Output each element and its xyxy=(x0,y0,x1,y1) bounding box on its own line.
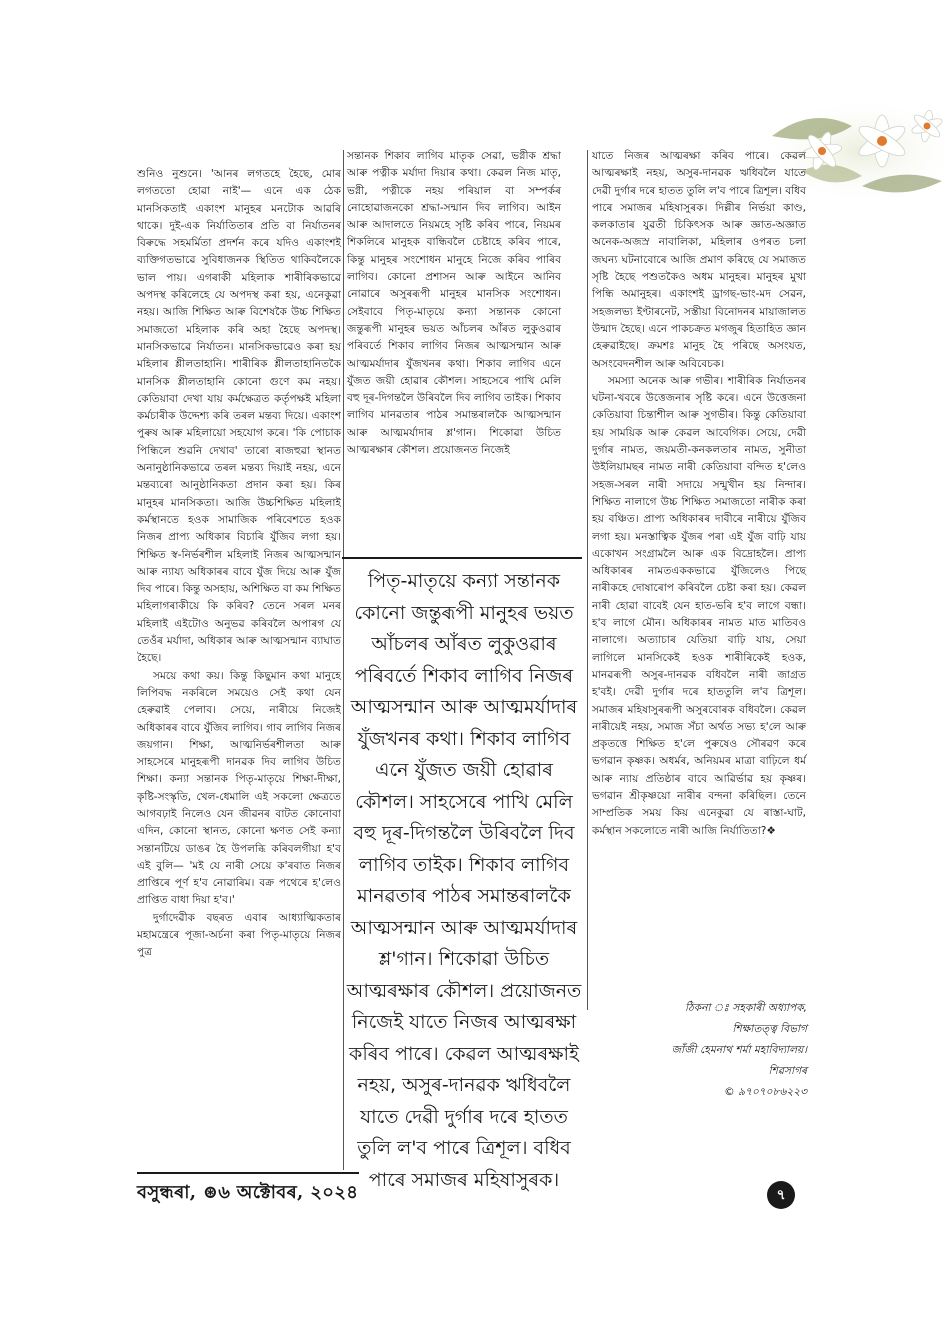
footer-divider xyxy=(137,1172,359,1174)
paragraph: সন্তানক শিকাব লাগিব মাতৃক সেৱা, ভগ্নীক শ্ৰদ্ধা আৰু পত্নীক মৰ্যাদা দিয়াৰ কথা। কেৱল নিজ মাতৃ, ভগ্নী, পত্নীকে নহয় পৰিয়াল বা সম্পৰ্কৰ নোহোৱাজনকো শ্ৰদ্ধা-সন্মান দিব লাগিব। আইন আৰু আদালতে নিয়মহে সৃষ্টি কৰিব পাৰে, নিয়মৰ শিকলিৰে মানুহক বান্ধিবলৈ চেষ্টাহে কৰিব পাৰে, কিন্তু মানুহৰ সংশোধন মানুহে নিজে কৰিব পাৰিব লাগিব। কোনো প্ৰশাসন আৰু আইনে আনিব নোৱাৰে অসুৰৰূপী মানুহৰ মানসিক সংশোধন। সেইবাবে পিতৃ-মাতৃয়ে কন্যা সন্তানক কোনো জন্তুৰূপী মানুহৰ ভয়ত আঁচলৰ আঁৰত লুকুওৱাৰ পৰিবৰ্তে শিকাব লাগিব নিজৰ আত্মসন্মান আৰু আত্মমৰ্যাদাৰ যুঁজখনৰ কথা। শিকাব লাগিব এনে যুঁজত জয়ী হোৱাৰ কৌশল। সাহসেৰে পাখি মেলি বহু দূৰ-দিগন্তলৈ উৰিবলৈ দিব লাগিব তাইক। শিকাব লাগিব মানৱতাৰ পাঠৰ সমান্তৰালকৈ আত্মসন্মান আৰু আত্মমৰ্যাদাৰ শ্ল'গান। শিকোৱা উচিত আত্মৰক্ষাৰ কৌশল। প্ৰয়োজনত নিজেই xyxy=(347,150,561,457)
page-number-badge: ৭ xyxy=(767,1181,795,1209)
column-divider xyxy=(343,150,344,1170)
article-column-1 xyxy=(137,166,341,1171)
column-divider xyxy=(587,150,588,1010)
paragraph: শুনিও নুশুনে। 'আনৰ লগতহে হৈছে, মোৰ লগততো হোৱা নাই'— এনে এক ঠেক মানসিকতাই একাংশ মানুহৰ মনটোক আৱৰি থাকে। দুই-এক নিৰ্যাতিতাৰ প্ৰতি বা নিৰ্যাতনৰ বিৰুদ্ধে সহমৰ্মিতা প্ৰদৰ্শন কৰে যদিও একাংশই ব্যক্তিগতভাৱে সুবিধাজনক স্থিতিত থাকিবলৈকে ভাল পায়। এগৰাকী মহিলাক শাৰীৰিকভাৱে অপদস্থ কৰিলেহে যে অপদস্থ কৰা হয়, এনেকুৱা নহয়। আজি শিক্ষিত আৰু বিশেষকৈ উচ্চ শিক্ষিত সমাজতো মহিলাক কৰি অহা হৈছে অপদস্থ। মানসিকভাৱে নিৰ্যাতন। মানসিকভাৱেও কৰা হয় মহিলাৰ শ্লীলতাহানি। শাৰীৰিক শ্লীলতাহানিতকৈ মানসিক শ্লীলতাহানি কোনো গুণে কম নহয়। কেতিয়াবা দেখা যায় কৰ্মক্ষেত্ৰত কৰ্তৃপক্ষই মহিলা কৰ্মচাৰীক উদ্দেশ্য কৰি তৰল মন্তব্য দিয়ে। একাংশ পুৰুষ আৰু মহিলায়ো সহযোগ কৰে। 'কি পোচাক পিন্ধিলে শুৱনি দেখাব' তাৰো ৰাজহুৱা স্থানত অনানুষ্ঠানিকভাৱে তৰল মন্তব্য দিয়াই নহয়, এনে মন্তব্যৰো আনুষ্ঠানিকতা প্ৰদান কৰা হয়। কিৰ মানুহৰ মানসিকতা। আজি উচ্চশিক্ষিত মহিলাই কৰ্মস্থানতে হওক সামাজিক পৰিবেশতে হওক নিজৰ প্ৰাপ্য অধিকাৰ বিচাৰি যুঁজিব লগা হয়। শিক্ষিত স্ব-নিৰ্ভৰশীল মহিলাই নিজৰ আত্মসন্মান আৰু ন্যায্য অধিকাৰৰ বাবে যুঁজ দিয়ে আৰু যুঁজ দিব পাৰে। কিন্তু অসহায়, অশিক্ষিত বা কম শিক্ষিত মহিলাগৰাকীয়ে কি কৰিব? তেনে সৰল মনৰ মহিলাই এইটোও অনুভৱ কৰিবলৈ অপাৰগ যে তেওঁৰ মৰ্যাদা, অধিকাৰ আৰু আত্মসন্মান ব্যাঘাত হৈছে। xyxy=(137,168,341,665)
paragraph: দুৰ্গাদেৱীক বছৰত এবাৰ আধ্যাত্মিকতাৰ মহামন্ত্ৰেৰে পূজা-অৰ্চনা কৰা পিতৃ-মাতৃয়ে নিজৰ পুত্ৰ xyxy=(137,911,341,959)
paragraph: যাতে নিজৰ আত্মৰক্ষা কৰিব পাৰে। কেৱল আত্মৰক্ষাই নহয়, অসুৰ-দানৱক ঋধিবলৈ যাতে দেৱী দুৰ্গাৰ দৰে হাতত তুলি ল'ব পাৰে ত্ৰিশূল। বধিব পাৰে সমাজৰ মহিষাসুৰক। দিল্লীৰ নিৰ্ভয়া কাণ্ড, কলকাতাৰ যুৱতী চিকিৎসক আৰু জ্ঞাত-অজ্ঞাত অনেক-অজস্ৰ নাবালিকা, মহিলাৰ ওপৰত চলা জঘন্য ঘটনাবোৰে আজি প্ৰমাণ কৰিছে যে সমাজত সৃষ্টি হৈছে পশুতকৈও অধম মানুহৰ। মানুহৰ মুখা পিন্ধি অমানুহৰ। একাংশই ড্ৰাগছ-ভাং-মদ সেৱন, সহজলভ্য ইণ্টাৰনেট, সস্তীয়া বিনোদনৰ মায়াজালত উন্মাদ হৈছে। এনে পাকচক্ৰত মগজুৰ হিতাহিত জ্ঞান হেৰুৱাইছে। ক্ৰমশঃ মানুহ হৈ পৰিছে অসংযত, অসংবেদনশীল আৰু অবিবেচক। xyxy=(592,150,806,370)
address-line: ঠিকনা ঃ সহকাৰী অধ্যাপক, xyxy=(684,1002,807,1014)
footer-publication-date: বসুন্ধৰা, ⊛৬ অক্টোবৰ, ২০২৪ xyxy=(137,1182,359,1203)
paragraph: সমস্যা অনেক আৰু গভীৰ। শাৰীৰিক নিৰ্যাতনৰ ঘটনা-খবৰে উত্তেজনাৰ সৃষ্টি কৰে। এনে উত্তেজনা কেতিয়াবা চিন্তাশীল আৰু সুগভীৰ। কিন্তু কেতিয়াবা হয় সাময়িক আৰু কেৱল আবেগিক। সেয়ে, দেৱী দুৰ্গাৰ নামত, জয়মতী-কনকলতাৰ নামত, সুনীতা উইলিয়ামছৰ নামত নাৰী কেতিয়াবা বন্দিত হ'লেও সহজ-সৰল নাৰী সদায়ে সন্মুখীন হয় নিন্দাৰ। শিক্ষিত নালাগে উচ্চ শিক্ষিত সমাজতো নাৰীক কৰা হয় বঞ্চিত। প্ৰাপ্য অধিকাৰৰ দাবীৰে নাৰীয়ে যুঁজিব লগা হয়। মনস্তাত্বিক যুঁজৰ পৰা এই যুঁজ বাঢ়ি যায় একোখন সংগ্ৰামলৈ আৰু এক বিদ্ৰোহলৈ। প্ৰাপ্য অধিকাৰৰ নামতএককভাৱে যুঁজিলেও পিছে নাৰীকহে দোষাৰোপ কৰিবলৈ চেষ্টা কৰা হয়। কেৱল নাৰী হোৱা বাবেই যেন হাত-ভৰি হ'ব লাগে বন্ধা। হ'ব লাগে মৌন। অধিকাৰৰ নামত মাত মাতিবও নালাগে। অত্যাচাৰ যেতিয়া বাঢ়ি যায়, সেয়া লাগিলে মানসিকেই হওক শাৰীৰিকেই হওক, মানৱৰূপী অসুৰ-দানৱক বধিবলৈ নাৰী জাগ্ৰত হ'বই। দেৱী দুৰ্গাৰ দৰে হাততুলি ল'ব ত্ৰিশূল। সমাজৰ মহিষাসুৰৰূপী অসুৰবোৰক বধিবলৈ। কেৱল নাৰীয়েই নহয়, সমাজ সঁচা অৰ্থত সভ্য হ'লে আৰু প্ৰকৃতত্তে শিক্ষিত হ'লে পুৰুষেও সৌৰৱণ কৰে ভগৱান কৃষ্ণক। অধৰ্মৰ, অনিয়মৰ মাত্ৰা বাঢ়িলে ধৰ্ম আৰু ন্যায় প্ৰতিষ্ঠাৰ বাবে আৱিৰ্ভাৱ হয় কৃষ্ণৰ। ভগৱান শ্ৰীকৃষ্ণয়ো নাৰীৰ বন্দনা কৰিছিল। তেনে সাম্প্ৰতিক সময় কিয় এনেকুৱা যে ৰাস্তা-ঘাট, কৰ্মস্থান সকলোতে নাৰী আজি নিৰ্যাতিতা?❖ xyxy=(592,374,806,837)
pull-quote: পিতৃ-মাতৃয়ে কন্যা সন্তানক কোনো জন্তুৰূপী মানুহৰ ভয়ত আঁচলৰ আঁৰত লুকুওৱাৰ পৰিবৰ্তে শিকাব লাগিব নিজৰ আত্মসন্মান আৰু আত্মমৰ্যাদাৰ যুঁজখনৰ কথা। শিকাব লাগিব এনে যুঁজত জয়ী হোৱাৰ কৌশল। সাহসেৰে পাখি মেলি বহু দূৰ-দিগন্তলৈ উৰিবলৈ দিব লাগিব তাইক। শিকাব লাগিব মানৱতাৰ পাঠৰ সমান্তৰালকৈ আত্মসন্মান আৰু আত্মমৰ্যাদাৰ শ্ল'গান। শিকোৱা উচিত আত্মৰক্ষাৰ কৌশল। প্ৰয়োজনত নিজেই যাতে নিজৰ আত্মৰক্ষা কৰিব পাৰে। কেৱল আত্মৰক্ষাই নহয়, অসুৰ-দানৱক ঋধিবলৈ যাতে দেৱী দুৰ্গাৰ দৰে হাতত তুলি ল'ব পাৰে ত্ৰিশূল। বধিব পাৰে সমাজৰ মহিষাসুৰক। xyxy=(346,570,582,1191)
article-column-3 xyxy=(592,148,806,990)
author-address xyxy=(597,998,807,1103)
address-line: শিক্ষাতত্ত্ব বিভাগ xyxy=(732,1023,807,1035)
article-column-2 xyxy=(347,148,561,558)
phone-number: © ৯৭০৭০৮৬২২৩ xyxy=(724,1086,807,1098)
address-line: জাঁজী হেমনাথ শৰ্মা মহাবিদ্যালয়। xyxy=(671,1044,807,1056)
paragraph: সময়ে কথা কয়। কিন্তু কিছুমান কথা মানুহে লিপিবদ্ধ নকৰিলে সময়েও সেই কথা যেন হেৰুৱাই পেলাব। সেয়ে, নাৰীয়ে নিজেই অধিকাৰৰ বাবে যুঁজিব লাগিব। গাব লাগিব নিজৰ জয়গান। শিক্ষা, আত্মনিৰ্ভৰশীলতা আৰু সাহসেৰে মানুহৰূপী দানৱক দিব লাগিব উচিত শিক্ষা। কন্যা সন্তানক পিতৃ-মাতৃয়ে শিক্ষা-দীক্ষা, কৃষ্টি-সংস্কৃতি, খেল-ধেমালি এই সকলো ক্ষেত্ৰতে আগবঢ়াই নিলেও যেন জীৱনৰ বাটত কোনোবা এদিন, কোনো স্থানত, কোনো ক্ষণত সেই কন্যা সন্তানটিয়ে ডাঙৰ হৈ উপলব্ধি কৰিবলগীয়া হ'ব এই বুলি— 'মই যে নাৰী সেয়ে ক'ৰবাত নিজৰ প্ৰাপ্তিৰে পূৰ্ণ হ'ব নোৱাৰিম। বক্ৰ পথেৰে হ'লেও প্ৰাপ্তিত বাধা দিয়া হ'ব।' xyxy=(137,669,341,907)
address-line: শিৱসাগৰ xyxy=(768,1065,807,1077)
pull-quote-divider xyxy=(342,557,582,559)
